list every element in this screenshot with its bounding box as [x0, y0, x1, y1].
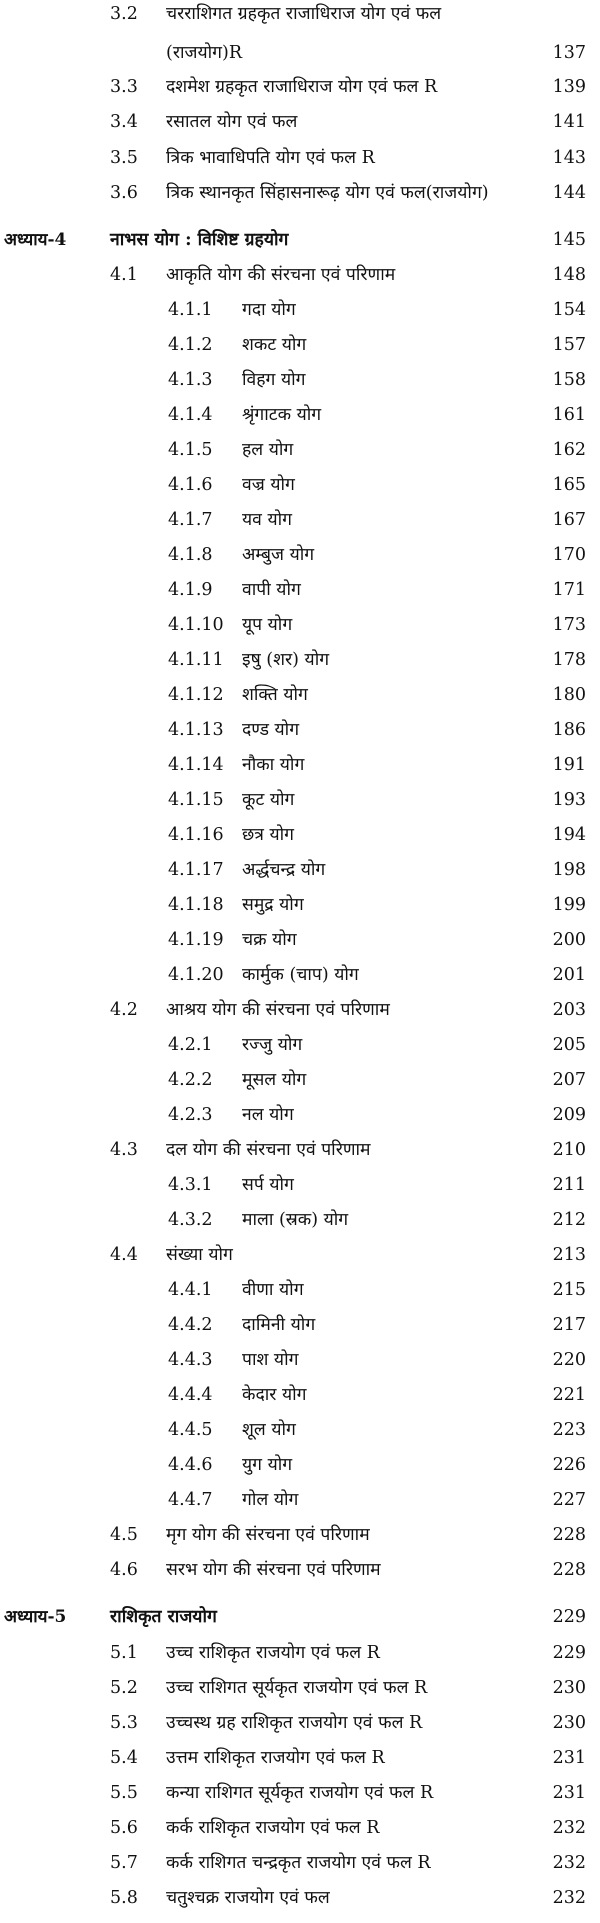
page-number: 213	[552, 1245, 586, 1265]
section-title: गोल योग	[242, 1490, 299, 1510]
page-number: 173	[552, 615, 586, 635]
section-title: दशमेश ग्रहकृत राजाधिराज योग एवं फल R	[166, 77, 438, 97]
page-number: 193	[552, 790, 586, 810]
section-number: 4.1.11	[168, 650, 224, 670]
section-title: गदा योग	[242, 300, 296, 320]
section-number: 4.1.2	[168, 335, 213, 355]
page-number: 165	[552, 475, 586, 495]
section-title: कूट योग	[242, 790, 295, 810]
page-number: 229	[552, 1607, 586, 1627]
page-number: 170	[552, 545, 586, 565]
page-number: 221	[552, 1385, 586, 1405]
section-number: 4.1.10	[168, 615, 224, 635]
section-number: 4.4.2	[168, 1315, 213, 1335]
section-number: 4.2.3	[168, 1105, 213, 1125]
page-number: 232	[552, 1853, 586, 1873]
section-number: 4.1.14	[168, 755, 224, 775]
section-number: 4.4.7	[168, 1490, 213, 1510]
page-number: 230	[552, 1678, 586, 1698]
section-number: 4.1.5	[168, 440, 213, 460]
section-title: यव योग	[242, 510, 292, 530]
chapter-label: अध्याय-4	[4, 230, 67, 250]
section-number: 4.1.17	[168, 860, 224, 880]
section-title: इषु (शर) योग	[242, 650, 330, 670]
section-title: कर्क राशिकृत राजयोग एवं फल R	[166, 1818, 380, 1838]
page-number: 180	[552, 685, 586, 705]
page-number: 212	[552, 1210, 586, 1230]
section-number: 4.3	[110, 1140, 138, 1160]
page-number: 228	[552, 1560, 586, 1580]
section-title: मूसल योग	[242, 1070, 307, 1090]
section-title: केदार योग	[242, 1385, 307, 1405]
section-number: 3.5	[110, 148, 138, 168]
section-title: मृग योग की संरचना एवं परिणाम	[166, 1525, 370, 1545]
section-number: 3.3	[110, 77, 138, 97]
page-number: 215	[552, 1280, 586, 1300]
page-number: 157	[552, 335, 586, 355]
page-number: 144	[552, 183, 586, 203]
section-title: दामिनी योग	[242, 1315, 316, 1335]
section-title: दल योग की संरचना एवं परिणाम	[166, 1140, 371, 1160]
page-number: 186	[552, 720, 586, 740]
page-number: 205	[552, 1035, 586, 1055]
page-number: 230	[552, 1713, 586, 1733]
section-number: 4.1.6	[168, 475, 213, 495]
section-number: 3.2	[110, 4, 138, 24]
section-title: नल योग	[242, 1105, 294, 1125]
page-number: 158	[552, 370, 586, 390]
section-title: यूप योग	[242, 615, 293, 635]
section-number: 5.5	[110, 1783, 138, 1803]
section-number: 4.1.20	[168, 965, 224, 985]
section-title: त्रिक भावाधिपति योग एवं फल R	[166, 148, 375, 168]
section-title: श्रृंगाटक योग	[242, 405, 322, 425]
section-number: 4.1.12	[168, 685, 224, 705]
section-number: 4.1.8	[168, 545, 213, 565]
page-number: 232	[552, 1888, 586, 1908]
page-number: 194	[552, 825, 586, 845]
page-number: 210	[552, 1140, 586, 1160]
section-title: अम्बुज योग	[242, 545, 315, 565]
section-number: 4.2.1	[168, 1035, 213, 1055]
section-number: 4.1.4	[168, 405, 213, 425]
section-number: 4.4	[110, 1245, 138, 1265]
page-number: 229	[552, 1643, 586, 1663]
section-number: 4.5	[110, 1525, 138, 1545]
section-title: सर्प योग	[242, 1175, 294, 1195]
section-number: 4.1.19	[168, 930, 224, 950]
section-number: 4.1.7	[168, 510, 213, 530]
page-number: 209	[552, 1105, 586, 1125]
section-title: उच्च राशिकृत राजयोग एवं फल R	[166, 1643, 380, 1663]
section-number: 3.4	[110, 112, 138, 132]
section-number: 5.8	[110, 1888, 138, 1908]
section-number: 4.1.15	[168, 790, 224, 810]
section-title: चरराशिगत ग्रहकृत राजाधिराज योग एवं फल	[166, 4, 442, 24]
section-title: कार्मुक (चाप) योग	[242, 965, 359, 985]
section-number: 4.1.3	[168, 370, 213, 390]
section-number: 4.1.1	[168, 300, 213, 320]
section-title: दण्ड योग	[242, 720, 300, 740]
section-number: 4.1.16	[168, 825, 224, 845]
section-title: सरभ योग की संरचना एवं परिणाम	[166, 1560, 381, 1580]
section-number: 4.1.18	[168, 895, 224, 915]
section-title: उच्चस्थ ग्रह राशिकृत राजयोग एवं फल R	[166, 1713, 423, 1733]
section-number: 4.1.9	[168, 580, 213, 600]
page-number: 171	[552, 580, 586, 600]
page-number: 191	[552, 755, 586, 775]
page-number: 220	[552, 1350, 586, 1370]
page-number: 167	[552, 510, 586, 530]
page-number: 145	[552, 230, 586, 250]
section-title: उत्तम राशिकृत राजयोग एवं फल R	[166, 1748, 385, 1768]
section-title: नाभस योग : विशिष्ट ग्रहयोग	[110, 230, 289, 250]
page-number: 207	[552, 1070, 586, 1090]
section-title: अर्द्धचन्द्र योग	[242, 860, 326, 880]
section-title: शकट योग	[242, 335, 307, 355]
section-title: उच्च राशिगत सूर्यकृत राजयोग एवं फल R	[166, 1678, 428, 1698]
section-title: संख्या योग	[166, 1245, 233, 1265]
section-number: 4.1	[110, 265, 138, 285]
page-number: 143	[552, 148, 586, 168]
section-number: 5.2	[110, 1678, 138, 1698]
section-number: 5.4	[110, 1748, 138, 1768]
page-number: 228	[552, 1525, 586, 1545]
page-number: 154	[552, 300, 586, 320]
page-number: 198	[552, 860, 586, 880]
page-number: 201	[552, 965, 586, 985]
section-title: चक्र योग	[242, 930, 297, 950]
section-title: वीणा योग	[242, 1280, 304, 1300]
section-number: 4.2.2	[168, 1070, 213, 1090]
section-number: 4.4.3	[168, 1350, 213, 1370]
section-number: 5.7	[110, 1853, 138, 1873]
section-number: 3.6	[110, 183, 138, 203]
section-title: (राजयोग)R	[166, 43, 243, 63]
section-number: 5.1	[110, 1643, 138, 1663]
section-title: हल योग	[242, 440, 294, 460]
section-title: कन्या राशिगत सूर्यकृत राजयोग एवं फल R	[166, 1783, 434, 1803]
section-title: नौका योग	[242, 755, 305, 775]
section-title: शूल योग	[242, 1420, 296, 1440]
section-title: पाश योग	[242, 1350, 299, 1370]
section-number: 4.4.5	[168, 1420, 213, 1440]
section-title: वज्र योग	[242, 475, 295, 495]
page-number: 199	[552, 895, 586, 915]
section-number: 4.6	[110, 1560, 138, 1580]
page-number: 162	[552, 440, 586, 460]
page-number: 226	[552, 1455, 586, 1475]
page-number: 217	[552, 1315, 586, 1335]
section-title: विहग योग	[242, 370, 306, 390]
section-title: समुद्र योग	[242, 895, 304, 915]
section-title: त्रिक स्थानकृत सिंहासनारूढ़ योग एवं फल(राजयोग)	[166, 183, 489, 203]
chapter-label: अध्याय-5	[4, 1607, 67, 1627]
section-title: रसातल योग एवं फल	[166, 112, 298, 132]
page-number: 223	[552, 1420, 586, 1440]
section-title: माला (स्रक) योग	[242, 1210, 349, 1230]
page-number: 203	[552, 1000, 586, 1020]
page-number: 231	[552, 1783, 586, 1803]
section-title: आश्रय योग की संरचना एवं परिणाम	[166, 1000, 390, 1020]
page-number: 148	[552, 265, 586, 285]
section-title: राशिकृत राजयोग	[110, 1607, 217, 1627]
section-number: 4.4.4	[168, 1385, 213, 1405]
page-number: 161	[552, 405, 586, 425]
section-title: युग योग	[242, 1455, 293, 1475]
page-number: 232	[552, 1818, 586, 1838]
page-number: 200	[552, 930, 586, 950]
section-number: 4.1.13	[168, 720, 224, 740]
section-number: 5.6	[110, 1818, 138, 1838]
section-number: 5.3	[110, 1713, 138, 1733]
section-title: वापी योग	[242, 580, 301, 600]
section-number: 4.3.1	[168, 1175, 213, 1195]
page-number: 231	[552, 1748, 586, 1768]
section-number: 4.2	[110, 1000, 138, 1020]
section-title: आकृति योग की संरचना एवं परिणाम	[166, 265, 396, 285]
page-number: 211	[552, 1175, 586, 1195]
page-number: 139	[552, 77, 586, 97]
page-number: 137	[552, 43, 586, 63]
page-number: 178	[552, 650, 586, 670]
section-title: रज्जु योग	[242, 1035, 303, 1055]
section-number: 4.4.6	[168, 1455, 213, 1475]
section-title: छत्र योग	[242, 825, 295, 845]
page-number: 227	[552, 1490, 586, 1510]
section-title: चतुश्चक्र राजयोग एवं फल	[166, 1888, 330, 1908]
section-number: 4.4.1	[168, 1280, 213, 1300]
section-number: 4.3.2	[168, 1210, 213, 1230]
page-number: 141	[552, 112, 586, 132]
section-title: शक्ति योग	[242, 685, 308, 705]
section-title: कर्क राशिगत चन्द्रकृत राजयोग एवं फल R	[166, 1853, 431, 1873]
